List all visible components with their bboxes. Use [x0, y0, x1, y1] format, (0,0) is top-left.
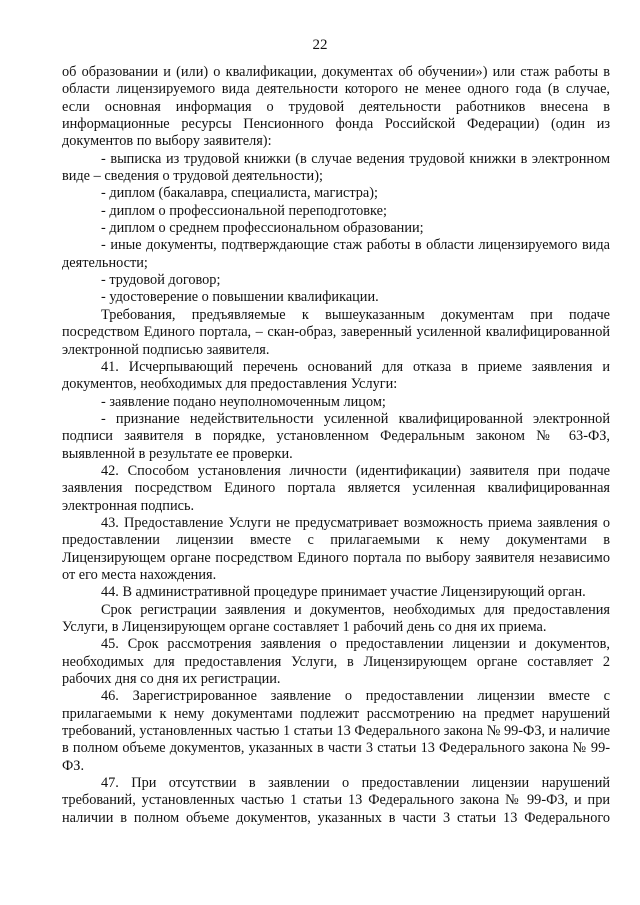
paragraph-44: 44. В административной процедуре принимает участие Лицензирующий орган. [101, 584, 586, 601]
paragraph-41: 41. Исчерпывающий перечень оснований для отказа в приеме заявления и документов, необходимых для предоставления Услуги: [62, 358, 610, 393]
paragraph-continuation: об образовании и (или) о квалификации, документах об обучении») или стаж работы в области лицензируемого вида деятельности которого не менее одного года (в случае, если основная информация о трудовой деятельности работников внесена в информационные ресурсы Пенсионного фонда Российской Федерации) (один из документов по выбору заявителя): [62, 64, 610, 150]
paragraph-registration-term: Срок регистрации заявления и документов, необходимых для предоставления Услуги, в Лицензирующем органе составляет 1 рабочий день со дня их приема. [62, 601, 610, 635]
list-item-other-documents: - иные документы, подтверждающие стаж работы в области лицензируемого вида деятельности; [62, 237, 610, 271]
list-item-labor-contract: - трудовой договор; [101, 272, 221, 289]
paragraph-46: 46. Зарегистрированное заявление о предоставлении лицензии вместе с прилагаемыми к нему документами подлежит рассмотрению на предмет нарушений требований, установленных частью 1 статьи 13 Федерального закона № 99-ФЗ, и наличие в полном объеме документов, указанных в части 3 статьи 13 Федерального закона № 99-ФЗ. [62, 688, 610, 774]
list-item-invalid-signature: - признание недействительности усиленной квалифицированной электронной подписи заявителя в порядке, установленном Федеральным законом № 63-ФЗ, выявленной в результате ее проверки. [62, 410, 610, 462]
paragraph-45: 45. Срок рассмотрения заявления о предоставлении лицензии и документов, необходимых для предоставления Услуги, в Лицензирующем органе составляет 2 рабочих дня со дня их регистрации. [62, 636, 610, 688]
list-item-diploma-bachelor: - диплом (бакалавра, специалиста, магистра); [101, 185, 378, 202]
document-body [62, 64, 610, 827]
paragraph-43: 43. Предоставление Услуги не предусматривает возможность приема заявления о предоставлении лицензии вместе с прилагаемыми к нему документами в Лицензирующем органе посредством Единого портала по выбору заявителя независимо от его места нахождения. [62, 514, 610, 583]
list-item-qualification-certificate: - удостоверение о повышении квалификации. [101, 289, 379, 306]
paragraph-42: 42. Способом установления личности (идентификации) заявителя при подаче заявления посредством Единого портала является усиленная квалифицированная электронная подпись. [62, 462, 610, 514]
list-item-diploma-secondary: - диплом о среднем профессиональном образовании; [101, 220, 424, 237]
page-number: 22 [312, 37, 328, 53]
paragraph-document-requirements: Требования, предъявляемые к вышеуказанным документам при подаче посредством Единого портала, – скан-образ, заверенный усиленной квалифицированной электронной подписью заявителя. [62, 306, 610, 358]
paragraph-47: 47. При отсутствии в заявлении о предоставлении лицензии нарушений требований, установленных частью 1 статьи 13 Федерального закона № 99-ФЗ, и при наличии в полном объеме документов, указанных в части 3 статьи 13 Федерального [62, 775, 610, 826]
list-item-diploma-retraining: - диплом о профессиональной переподготовке; [101, 202, 387, 219]
list-item-unauthorized-person: - заявление подано неуполномоченным лицом; [101, 393, 386, 410]
list-item-work-book-extract: - выписка из трудовой книжки (в случае ведения трудовой книжки в электронном виде – сведения о трудовой деятельности); [62, 150, 610, 185]
